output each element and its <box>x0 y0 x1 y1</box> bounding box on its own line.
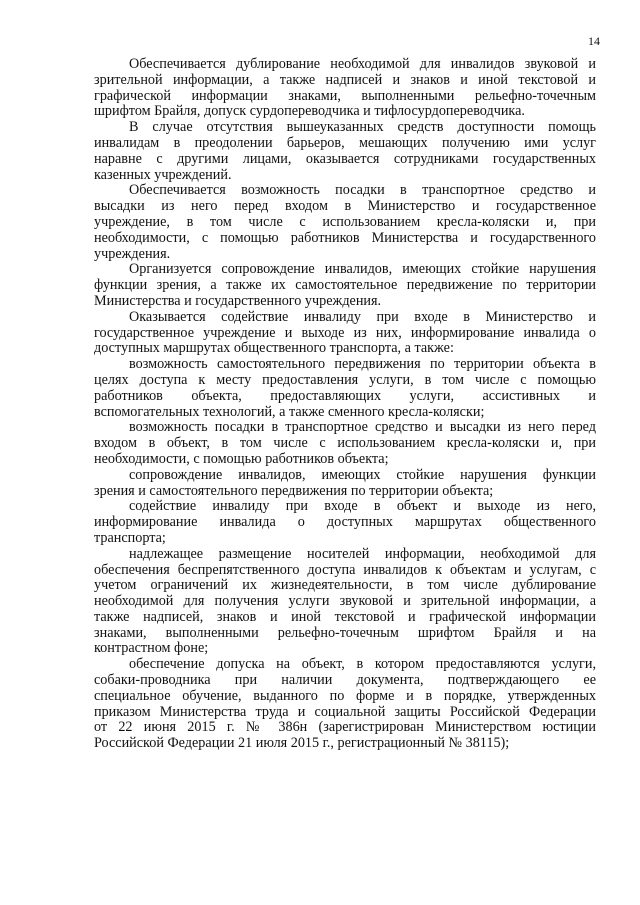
text-line: обеспечение допуска на объект, в котором предоставляются услуги, <box>129 656 596 673</box>
text-line: содействие инвалиду при входе в объект и выходе из него, <box>129 498 596 515</box>
paragraph <box>94 310 596 357</box>
paragraph <box>94 262 596 309</box>
text-line: необходимости, с помощью работников объекта; <box>94 450 389 467</box>
text-line: государственное учреждение и выходе из них, информирование инвалида о <box>94 324 596 341</box>
paragraph <box>94 547 596 658</box>
paragraph <box>94 657 596 752</box>
paragraph <box>94 183 596 262</box>
text-line: доступных маршрутах общественного транспорта, а также: <box>94 340 454 357</box>
text-line: Обеспечивается возможность посадки в транспортное средство и <box>129 182 596 199</box>
paragraph <box>94 499 596 546</box>
text-line: знаками, выполненными рельефно-точечным шрифтом Брайля и на <box>94 624 596 641</box>
text-line: наравне с другими лицами, оказывается сотрудниками государственных <box>94 150 596 167</box>
text-line: казенных учреждений. <box>94 166 232 183</box>
text-line: работников объекта, предоставляющих услуги, ассистивных и <box>94 387 596 404</box>
text-line: возможность самостоятельного передвижения по территории объекта в <box>129 356 596 373</box>
text-line: от 22 июня 2015 г. № 386н (зарегистрирован Министерством юстиции <box>94 719 596 736</box>
text-line: учреждение, в том числе с использованием кресла-коляски и, при <box>94 213 596 230</box>
paragraph <box>94 357 596 420</box>
text-line: В случае отсутствия вышеуказанных средств доступности помощь <box>129 119 596 136</box>
text-line: транспорта; <box>94 529 166 546</box>
text-line: информирование инвалида о доступных маршрутах общественного <box>94 514 596 531</box>
text-line: графической информации знаками, выполненными рельефно-точечным <box>94 87 596 104</box>
paragraph <box>94 468 596 500</box>
text-line: шрифтом Брайля, допуск сурдопереводчика и тифлосурдопереводчика. <box>94 103 525 120</box>
text-line: сопровождение инвалидов, имеющих стойкие нарушения функции <box>129 466 596 483</box>
text-line: необходимости, с помощью работников Министерства и государственного <box>94 229 596 246</box>
text-line: инвалидам в преодолении барьеров, мешающих получению ими услуг <box>94 134 596 151</box>
text-line: контрастном фоне; <box>94 640 209 657</box>
body-text <box>94 57 596 752</box>
text-line: зрительной информации, а также надписей и знаков и иной текстовой и <box>94 71 596 88</box>
text-line: целях доступа к месту предоставления услуги, в том числе с помощью <box>94 371 596 388</box>
text-line: также надписей, знаков и иной текстовой и графической информации <box>94 608 596 625</box>
text-line: зрения и самостоятельного передвижения по территории объекта; <box>94 482 494 499</box>
text-line: приказом Министерства труда и социальной защиты Российской Федерации <box>94 703 596 720</box>
text-line: Обеспечивается дублирование необходимой для инвалидов звуковой и <box>129 56 596 72</box>
paragraph <box>94 120 596 183</box>
text-line: надлежащее размещение носителей информации, необходимой для <box>129 545 596 562</box>
text-line: собаки-проводника при наличии документа, подтверждающего ее <box>94 672 596 689</box>
text-line: высадки из него перед входом в Министерство и государственное <box>94 198 596 215</box>
page-number: 14 <box>588 34 600 48</box>
text-line: возможность посадки в транспортное средство и высадки из него перед <box>129 419 596 436</box>
text-line: учетом ограничений их жизнедеятельности, в том числе дублирование <box>94 577 596 594</box>
paragraph <box>94 57 596 120</box>
text-line: входом в объект, в том числе с использованием кресла-коляски и, при <box>94 435 596 452</box>
text-line: необходимой для получения услуги звуковой и зрительной информации, а <box>94 593 596 610</box>
text-line: Оказывается содействие инвалиду при входе в Министерство и <box>129 308 596 325</box>
text-line: вспомогательных технологий, а также сменного кресла-коляски; <box>94 403 485 420</box>
text-line: учреждения. <box>94 245 171 262</box>
text-line: Организуется сопровождение инвалидов, имеющих стойкие нарушения <box>129 261 596 278</box>
text-line: Российской Федерации 21 июля 2015 г., регистрационный № 38115); <box>94 735 510 752</box>
text-line: Министерства и государственного учреждения. <box>94 292 382 309</box>
text-line: специальное обучение, выданного по форме и в порядке, утвержденных <box>94 687 596 704</box>
text-line: обеспечения беспрепятственного доступа инвалидов к объектам и услугам, с <box>94 561 596 578</box>
text-line: функции зрения, а также их самостоятельное передвижение по территории <box>94 277 596 294</box>
paragraph <box>94 420 596 467</box>
